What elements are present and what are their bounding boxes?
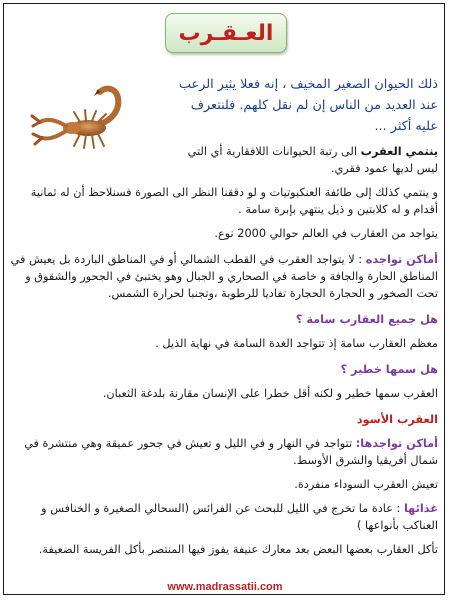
footer-website-link[interactable]: www.madrassatii.com	[167, 581, 283, 593]
intro-paragraph: ذلك الحيوان الصغير المخيف ، إنه فعلا يثير الرعب عند العديد من الناس إن لم نقل كلهم. فلنتعرف عليه أكثر ...	[178, 77, 438, 134]
paragraph-cannibalism: تأكل العقارب بعضها البعض بعد معارك عنيفة يفوز فيها المنتصر بأكل الفريسة الضعيفة.	[38, 543, 438, 556]
habitat-text: : لا يتواجد العقرب في القطب الشمالي أو في المناطق الباردة بل يعيش في المناطق الحارة والجافة و خاصة في الصحاري و الجبال وهو يختبئ في الجحور والشقوق و تحت الصخور و الحجارة الحجارة تفاديا للرطوبة ،وتجنبا لحرارة الشمس.	[10, 253, 438, 300]
habitat-label: أماكن تواجده	[365, 253, 438, 266]
food-label: غذائها	[403, 502, 438, 515]
title-box	[165, 13, 287, 53]
food-text: : عادة ما تخرج في الليل للبحث عن الفرائس (السحالي الصغيرة و الخنافس و العناكب بأنواعها )	[41, 502, 438, 532]
answer-venomous: معظم العقارب سامة إذ تتواجد الغدة السامة في نهاية الذيل .	[155, 337, 438, 350]
page-title: العـقـرب	[178, 20, 274, 46]
heading-black-scorpion: العقرب الأسود	[356, 413, 438, 426]
black-habitat-label: أماكن تواجدها:	[355, 437, 438, 450]
paragraph-solitary: تعيش العقرب السوداء منفردة.	[294, 478, 438, 491]
paragraph-habitat	[10, 251, 438, 302]
paragraph-food	[10, 500, 438, 534]
paragraph-species-count: يتواجد من العقارب في العالم حوالي 2000 نوع.	[214, 227, 438, 240]
black-habitat-text: تتواجد في النهار و في الليل و تعيش في جحور عميقة وهي منتشرة في شمال أفريقيا والشرق الأوسط.	[24, 437, 438, 467]
article-body	[10, 70, 438, 565]
paragraph-arachnids: و ينتمي كذلك إلى طائفة العنكبوتيات و لو دققنا النظر الى الصورة فسنلاحظ أن له ثمانية أقدام و له كلابتين و ذيل ينتهي بإبرة سامة .	[30, 186, 438, 216]
paragraph-black-habitat	[10, 435, 438, 469]
question-danger: هل سمها خطير ؟	[340, 363, 438, 376]
classification-text: الى رتبة الحيوانات اللافقارية أي التي ليس لديها عمود فقري.	[187, 145, 438, 175]
answer-danger: العقرب سمها خطير و لكنه أقل خطرا على الإنسان مقارنة بلدغة الثعبان.	[102, 387, 438, 400]
question-venomous: هل جميع العقارب سامة ؟	[295, 313, 438, 326]
paragraph-classification	[166, 143, 438, 177]
classification-bold: ينتمي العقرب	[360, 145, 438, 158]
